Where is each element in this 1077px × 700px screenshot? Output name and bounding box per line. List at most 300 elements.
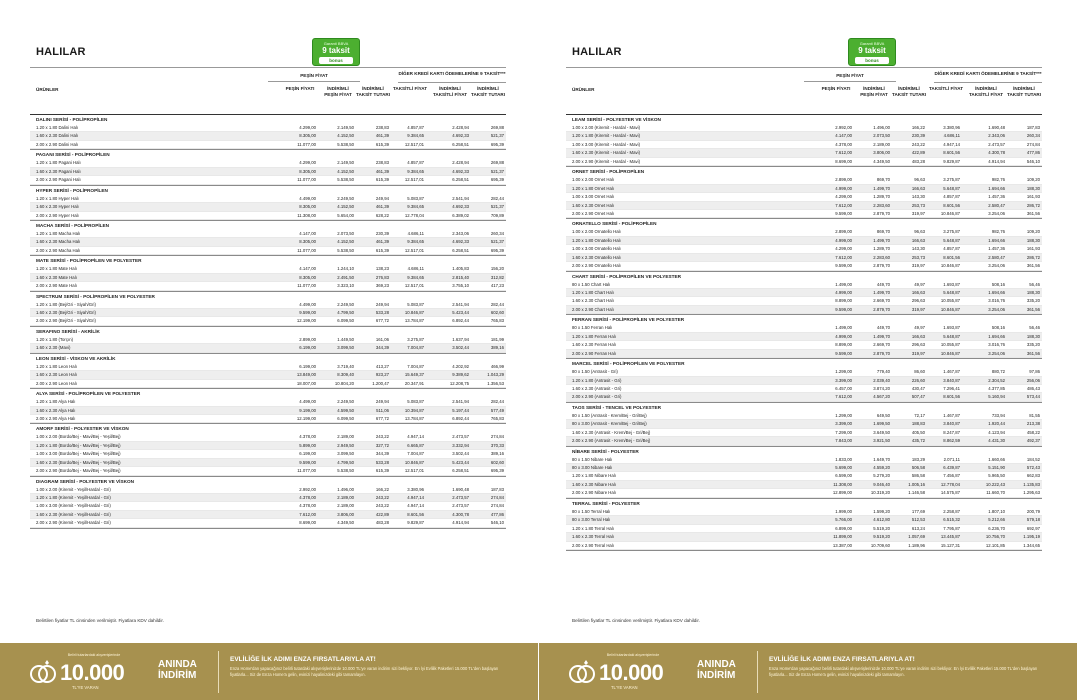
price-cell: 296,63 (911, 342, 925, 348)
price-cell: 533,28 (375, 310, 389, 315)
price-cell: 461,39 (375, 168, 389, 174)
price-cell: 1.496,00 (873, 125, 890, 130)
price-cell: 9.829,87 (943, 158, 960, 164)
price-cell: 7.299,00 (835, 429, 852, 435)
table-row (566, 420, 1042, 428)
banner-headline-1: ANINDA (697, 659, 736, 670)
price-cell: 1.189,96 (908, 542, 925, 548)
price-cell: 361,56 (1026, 306, 1040, 312)
header-col-3: İNDİRİMLİ TAKSİT TUTARI (891, 86, 927, 97)
price-cell: 3.921,50 (873, 438, 890, 444)
price-cell: 2.073,50 (873, 133, 890, 139)
banner-amount: 10.000 (599, 660, 664, 685)
product-name: 2.00 x 2.90 Ferran Halı (572, 350, 616, 356)
table-row (566, 228, 1042, 236)
price-cell: 7.004,87 (407, 451, 424, 457)
price-cell: 4.378,00 (835, 141, 852, 147)
table-row (30, 230, 506, 238)
price-cell: 15.649,37 (404, 372, 424, 378)
table-row (566, 542, 1042, 550)
table-row (30, 511, 506, 519)
price-cell: 11.308,00 (297, 212, 316, 218)
price-cell: 143,30 (911, 194, 925, 200)
price-cell: 9.199,00 (299, 407, 316, 413)
product-name: 1.60 x 2.30 (Kiremit - Hardal - Mavi) (572, 150, 641, 156)
price-cell: 1.146,58 (908, 490, 925, 496)
price-cell: 6.099,50 (337, 318, 354, 324)
price-cell: 1.344,65 (1023, 542, 1040, 548)
price-cell: 12.199,00 (296, 318, 316, 324)
header-divider (398, 82, 506, 83)
product-name: 80 x 1.50 Terral Halı (572, 508, 611, 514)
price-cell: 5.212,66 (988, 517, 1005, 523)
price-cell: 3.099,50 (337, 345, 354, 351)
price-cell: 11.660,70 (986, 490, 1005, 496)
price-cell: 181,99 (490, 336, 504, 342)
price-cell: 733,94 (991, 412, 1005, 418)
table-row (566, 489, 1042, 497)
product-name: 1.20 x 1.80 Leon Halı (36, 363, 77, 369)
price-cell: 274,84 (490, 434, 504, 440)
product-name: 2.00 x 2.90 Ornet Halı (572, 210, 615, 216)
price-cell: 10.709,60 (870, 542, 890, 548)
price-cell: 4.152,50 (337, 204, 354, 210)
price-cell: 5.083,87 (407, 301, 424, 307)
price-cell: 230,39 (911, 133, 925, 139)
price-cell: 4.147,00 (299, 266, 316, 272)
price-cell: 7.612,00 (835, 254, 852, 260)
price-cell: 923,27 (375, 372, 389, 378)
product-name: 1.20 x 1.80 Macha Halı (36, 230, 81, 236)
price-cell: 5.519,20 (873, 525, 890, 531)
price-cell: 492,37 (1026, 438, 1040, 444)
table-row (30, 301, 506, 309)
price-cell: 312,82 (490, 274, 504, 280)
price-cell: 166,63 (911, 237, 925, 243)
price-cell: 9.384,65 (407, 239, 424, 245)
table-row (566, 464, 1042, 472)
product-name: 80 x 1.50 (Antrasit - Gri) (572, 369, 618, 375)
price-cell: 4.914,94 (988, 158, 1005, 164)
product-name: 1.00 x 2.00 Ornet Halı (572, 177, 615, 183)
price-cell: 200,79 (1026, 508, 1040, 514)
price-cell: 13.849,00 (296, 372, 316, 378)
price-cell: 3.016,76 (988, 342, 1005, 348)
product-name: 1.60 x 2.30 (Kiremit - Yeşil/Hardal - Gri) (36, 511, 111, 517)
price-cell: 4.499,00 (299, 301, 316, 307)
product-name: 1.60 x 2.30 Pagani Halı (36, 168, 81, 174)
price-cell: 13.387,00 (832, 542, 852, 548)
price-cell: 577,49 (490, 407, 504, 413)
price-cell: 677,72 (375, 318, 389, 324)
price-cell: 1.289,70 (873, 194, 890, 200)
price-cell: 1.057,69 (908, 534, 925, 540)
price-cell: 692,97 (1026, 525, 1040, 531)
price-cell: 56,46 (1029, 325, 1040, 331)
product-name: 80 x 3.00 Nibare Halı (572, 465, 613, 470)
price-cell: 282,44 (490, 301, 504, 307)
price-cell: 6.665,87 (407, 442, 424, 448)
table-row (30, 247, 506, 255)
page-title: HALILAR (36, 46, 86, 58)
product-name: 1.20 x 1.80 Ornet Halı (572, 185, 615, 191)
price-cell: 1.660,66 (988, 456, 1005, 462)
price-cell: 9.046,40 (873, 481, 890, 487)
section-header: TAOS SERİSİ - TENCEL VE POLYESTER (572, 404, 661, 410)
price-cell: 2.949,50 (337, 442, 354, 448)
price-cell: 1.499,00 (835, 281, 852, 287)
table-row (30, 494, 506, 502)
price-cell: 1.699,50 (873, 421, 890, 427)
price-cell: 1.289,70 (873, 246, 890, 252)
price-cell: 2.992,00 (835, 125, 852, 130)
price-cell: 97,86 (1029, 369, 1040, 375)
price-cell: 10.055,87 (940, 342, 960, 348)
footnote: Belirtilen fiyatlar TL cinsinden verilmiştir. Fiyatlara KDV dahildir. (572, 618, 700, 623)
price-cell: 9.599,00 (299, 459, 316, 465)
product-name: 1.60 x 2.30 Nibare Halı (572, 481, 616, 487)
price-cell: 413,27 (375, 363, 389, 369)
product-name: 1.60 x 2.30 Ornatello Halı (572, 254, 621, 260)
price-cell: 615,39 (375, 247, 389, 253)
price-cell: 8.305,00 (299, 204, 316, 210)
section-header: NİBARE SERİSİ - POLYESTER (572, 448, 639, 454)
price-cell: 9.599,00 (835, 350, 852, 356)
product-name: 1.20 x 1.80 Alya Halı (36, 399, 76, 405)
price-cell: 4.999,00 (835, 290, 852, 295)
price-cell: 3.719,40 (337, 363, 354, 369)
header-col-6: İNDİRİMLİ TAKSİT TUTARI (1006, 86, 1042, 97)
price-cell: 188,83 (911, 421, 925, 427)
table-header (566, 67, 1042, 115)
price-cell: 695,39 (490, 141, 504, 147)
price-cell: 3.502,44 (452, 451, 469, 457)
price-cell: 1.496,00 (337, 486, 354, 492)
table-row (30, 238, 506, 246)
price-cell: 6.099,50 (337, 415, 354, 421)
price-cell: 5.151,90 (988, 465, 1005, 470)
price-cell: 1.599,20 (873, 508, 890, 514)
price-cell: 12.778,04 (940, 481, 960, 487)
price-cell: 10.756,70 (985, 534, 1005, 540)
price-cell: 253,73 (911, 254, 925, 260)
price-cell: 1.693,87 (943, 281, 960, 287)
product-name: 2.00 x 2.90 (Kiremit - Yeşil/Hardal - Gri) (36, 520, 111, 526)
price-cell: 2.899,00 (299, 336, 316, 342)
section-header: LEON SERİSİ - VİSKON VE AKRİLİK (36, 355, 116, 361)
price-cell: 238,83 (375, 160, 389, 166)
table-row (30, 467, 506, 475)
price-cell: 6.236,70 (988, 525, 1005, 531)
table-row (30, 274, 506, 282)
price-cell: 12.208,75 (449, 380, 469, 386)
banner-headline-1: ANINDA (158, 659, 197, 670)
table-row (566, 393, 1042, 401)
table-row (30, 132, 506, 140)
price-cell: 14.575,87 (940, 490, 960, 496)
price-cell: 230,39 (375, 230, 389, 236)
price-cell: 11.077,00 (297, 247, 316, 253)
price-cell: 8.305,00 (299, 274, 316, 280)
table-row (566, 333, 1042, 341)
header-col-4: TAKSİTLİ FİYAT (392, 86, 428, 91)
price-cell: 3.502,44 (452, 345, 469, 351)
price-cell: 188,30 (1026, 333, 1040, 339)
price-cell: 4.857,87 (943, 194, 960, 200)
table-row (30, 398, 506, 406)
table-row (30, 486, 506, 494)
price-cell: 260,34 (1026, 133, 1040, 139)
price-cell: 4.692,33 (452, 133, 469, 139)
price-cell: 507,47 (911, 394, 925, 400)
price-cell: 11.077,00 (297, 283, 316, 289)
price-cell: 183,29 (911, 456, 925, 462)
table-row (30, 371, 506, 379)
price-cell: 1.299,00 (835, 412, 852, 418)
price-cell: 243,22 (375, 434, 389, 440)
table-row (30, 124, 506, 132)
header-col-1: PEŞİN FİYATI (821, 86, 851, 91)
product-name: 1.60 x 2.30 (Mavi) (36, 345, 71, 351)
section-divider (566, 550, 1042, 551)
price-cell: 177,69 (911, 508, 925, 514)
price-cell: 6.199,00 (299, 363, 316, 369)
price-cell: 2.343,06 (452, 230, 469, 236)
price-cell: 2.249,50 (337, 301, 354, 307)
table-row (566, 176, 1042, 184)
table-row (566, 350, 1042, 358)
price-cell: 319,97 (911, 306, 925, 312)
price-cell: 5.538,50 (337, 177, 354, 183)
banner-headline (697, 659, 736, 681)
product-name: 1.20 x 1.80 Nibare Halı (572, 473, 616, 479)
price-cell: 521,37 (490, 133, 504, 139)
price-cell: 1.694,66 (988, 185, 1005, 191)
product-name: 1.60 x 2.30 Alya Halı (36, 407, 76, 413)
price-cell: 1.499,00 (835, 325, 852, 331)
price-cell: 5.766,00 (835, 517, 852, 523)
price-cell: 2.189,00 (337, 495, 354, 500)
price-cell: 3.254,06 (988, 350, 1005, 356)
table-row (566, 508, 1042, 516)
price-cell: 4.599,50 (337, 407, 354, 413)
price-cell: 2.580,47 (988, 254, 1005, 260)
price-cell: 4.152,50 (337, 239, 354, 245)
product-name: 2.00 x 2.90 Dalini Halı (36, 141, 79, 147)
table-row (566, 516, 1042, 524)
header-col-2: İNDİRİMLİ PEŞİN FİYAT (860, 86, 888, 97)
price-cell: 4.431,30 (988, 438, 1005, 444)
price-cell: 7.004,87 (407, 363, 424, 369)
price-cell: 546,10 (490, 520, 504, 526)
price-cell: 4.799,50 (337, 459, 354, 465)
price-cell: 5.538,50 (337, 247, 354, 253)
price-cell: 12.517,01 (404, 141, 424, 147)
price-cell: 3.399,00 (835, 421, 852, 427)
price-cell: 12.199,00 (296, 415, 316, 421)
wedding-rings-icon (567, 659, 597, 685)
price-cell: 8.699,00 (835, 158, 852, 164)
price-cell: 7.612,00 (299, 511, 316, 517)
price-cell: 8.601,56 (407, 511, 424, 517)
price-cell: 2.189,00 (337, 503, 354, 509)
price-cell: 161,93 (1026, 194, 1040, 200)
product-name: 1.20 x 1.80 Ferran Halı (572, 333, 616, 339)
price-cell: 276,83 (375, 274, 389, 280)
price-cell: 779,40 (876, 369, 890, 375)
price-cell: 435,72 (911, 438, 925, 444)
table-row (566, 437, 1042, 445)
price-cell: 982,76 (991, 177, 1005, 183)
price-cell: 9.599,00 (835, 306, 852, 312)
price-cell: 4.692,33 (452, 204, 469, 210)
price-cell: 86,60 (914, 369, 925, 375)
price-cell: 3.275,87 (943, 177, 960, 183)
price-cell: 12.517,01 (404, 468, 424, 474)
price-cell: 3.840,87 (943, 421, 960, 427)
price-cell: 4.999,00 (835, 333, 852, 339)
table-row (566, 525, 1042, 533)
price-cell: 11.077,00 (297, 177, 316, 183)
price-cell: 508,16 (991, 281, 1005, 287)
table-row (30, 282, 506, 290)
price-cell: 2.669,70 (873, 342, 890, 348)
product-name: 1.20 x 1.80 Pagani Halı (36, 160, 81, 166)
price-cell: 269,88 (490, 160, 504, 166)
product-name: 2.00 x 2.90 Ornatello Halı (572, 263, 621, 269)
product-name: 1.00 x 3.00 Ornatello Halı (572, 246, 621, 252)
product-name: 1.20 x 1.80 Mate Halı (36, 266, 77, 272)
price-cell: 389,16 (490, 451, 504, 457)
product-name: 1.20 x 1.80 Terral Halı (572, 525, 614, 531)
price-cell: 628,22 (375, 212, 389, 218)
price-cell: 8.862,59 (943, 438, 960, 444)
price-cell: 12.517,01 (404, 247, 424, 253)
price-cell: 8.305,00 (299, 133, 316, 139)
price-cell: 282,44 (490, 399, 504, 405)
price-cell: 3.254,06 (988, 210, 1005, 216)
badge-bonus: bonus (855, 57, 889, 64)
table-row (566, 149, 1042, 157)
banner-title: EVLİLİĞE İLK ADIMI ENZA FIRSATLARIYLA AT! (230, 656, 376, 663)
price-cell: 7.612,00 (835, 202, 852, 208)
price-cell: 2.879,70 (873, 263, 890, 269)
price-table-body (566, 115, 1042, 551)
table-row (566, 289, 1042, 297)
banner-text: Enza Home'dan yapacağınız belirli tutardaki alışverişlerinizde 10.000 TL'ye varan indirim sizi bekliyor. En İyi Evlilik Paketleri 15.000 TL'den başlayan fiyatlarla... Siz de Enza Home'a gelin, evinizi hayalinizdeki gibi tamamlayın. (230, 666, 499, 677)
price-cell: 4.499,00 (299, 399, 316, 405)
price-cell: 4.686,11 (407, 230, 424, 236)
price-cell: 2.541,94 (452, 399, 469, 405)
price-cell: 369,23 (375, 283, 389, 289)
product-name: 80 x 1.50 Ferran Halı (572, 325, 613, 331)
price-cell: 1.467,87 (943, 369, 960, 375)
price-cell: 238,83 (375, 125, 389, 130)
price-cell: 6.457,00 (835, 385, 852, 391)
product-name: 2.00 x 2.90 (Antrasit - Krem/Bej - Gri/Bej) (572, 438, 651, 444)
price-cell: 4.947,14 (407, 503, 424, 509)
price-cell: 1.694,66 (988, 237, 1005, 243)
banner-small-text: Belirli tutarlardaki alışverişlerinde (606, 653, 660, 657)
price-cell: 483,28 (911, 158, 925, 164)
price-cell: 7.612,00 (835, 150, 852, 156)
product-name: 80 x 3.00 (Antrasit - Krem/Bej - Gri/Bej) (572, 421, 647, 427)
price-cell: 49,97 (914, 325, 925, 331)
price-cell: 344,39 (375, 451, 389, 457)
product-name: 1.20 x 1.80 (Antrasit - Gri) (572, 377, 622, 383)
price-cell: 2.473,57 (452, 503, 469, 509)
price-cell: 9.599,00 (299, 310, 316, 315)
price-cell: 8.601,56 (943, 394, 960, 400)
price-cell: 109,20 (1026, 177, 1040, 183)
price-cell: 2.815,40 (452, 274, 469, 280)
table-row (566, 254, 1042, 262)
product-name: 1.20 x 1.80 (Bordo/Bej - Mavi/Bej - Yeşil/Bej) (36, 442, 121, 448)
price-cell: 6.199,00 (299, 345, 316, 351)
price-cell: 1.807,10 (988, 508, 1005, 514)
price-cell: 2.249,50 (337, 399, 354, 405)
price-cell: 18.007,00 (296, 380, 316, 386)
price-cell: 4.686,11 (407, 266, 424, 272)
price-cell: 4.300,78 (452, 511, 469, 517)
price-cell: 249,94 (375, 195, 389, 201)
banner-headline-2: İNDİRİM (697, 670, 736, 681)
section-header: ALYA SERİSİ - POLİPROPİLEN VE POLYESTER (36, 391, 141, 397)
banner-title: EVLİLİĞE İLK ADIMI ENZA FIRSATLARIYLA AT! (769, 656, 915, 663)
product-name: 1.60 x 2.30 (Bej/Gri - Siyah/Gri) (36, 310, 96, 315)
price-cell: 20.347,91 (404, 380, 424, 386)
price-cell: 226,60 (911, 377, 925, 383)
price-cell: 4.686,11 (943, 133, 960, 139)
price-cell: 143,30 (911, 246, 925, 252)
price-cell: 166,22 (911, 125, 925, 130)
price-cell: 187,83 (1026, 125, 1040, 130)
price-cell: 49,97 (914, 281, 925, 287)
price-cell: 430,47 (911, 385, 925, 391)
price-cell: 4.378,00 (299, 434, 316, 440)
price-cell: 6.258,51 (452, 177, 469, 183)
price-cell: 5.654,00 (337, 212, 354, 218)
price-cell: 1.043,29 (487, 372, 504, 378)
price-cell: 1.457,36 (988, 246, 1005, 252)
price-cell: 4.299,00 (299, 125, 316, 130)
price-cell: 2.071,11 (943, 456, 960, 462)
price-cell: 511,06 (376, 407, 389, 413)
price-cell: 4.799,50 (337, 310, 354, 315)
table-row (566, 193, 1042, 201)
price-cell: 2.249,50 (337, 195, 354, 201)
price-cell: 15.127,31 (940, 542, 960, 548)
price-cell: 243,22 (911, 141, 925, 147)
price-cell: 4.202,92 (452, 363, 469, 369)
price-cell: 319,97 (911, 210, 925, 216)
price-cell: 6.899,00 (835, 525, 852, 531)
price-cell: 2.899,00 (835, 177, 852, 183)
banner-unit: TL'YE VARAN (72, 685, 99, 690)
price-cell: 3.332,94 (452, 442, 469, 448)
header-divider (934, 82, 1042, 83)
price-cell: 156,20 (490, 266, 504, 272)
price-cell: 7.004,87 (407, 345, 424, 351)
product-name: 2.00 x 2.90 Terral Halı (572, 542, 614, 548)
price-cell: 9.384,65 (407, 274, 424, 280)
table-row (30, 309, 506, 317)
taksit-badge-logo (848, 38, 896, 66)
product-name: 1.20 x 1.80 (Bej/Gri - Siyah/Gri) (36, 301, 96, 307)
price-cell: 188,30 (1026, 290, 1040, 295)
price-cell: 10.846,87 (404, 310, 424, 315)
price-cell: 2.899,00 (835, 229, 852, 235)
